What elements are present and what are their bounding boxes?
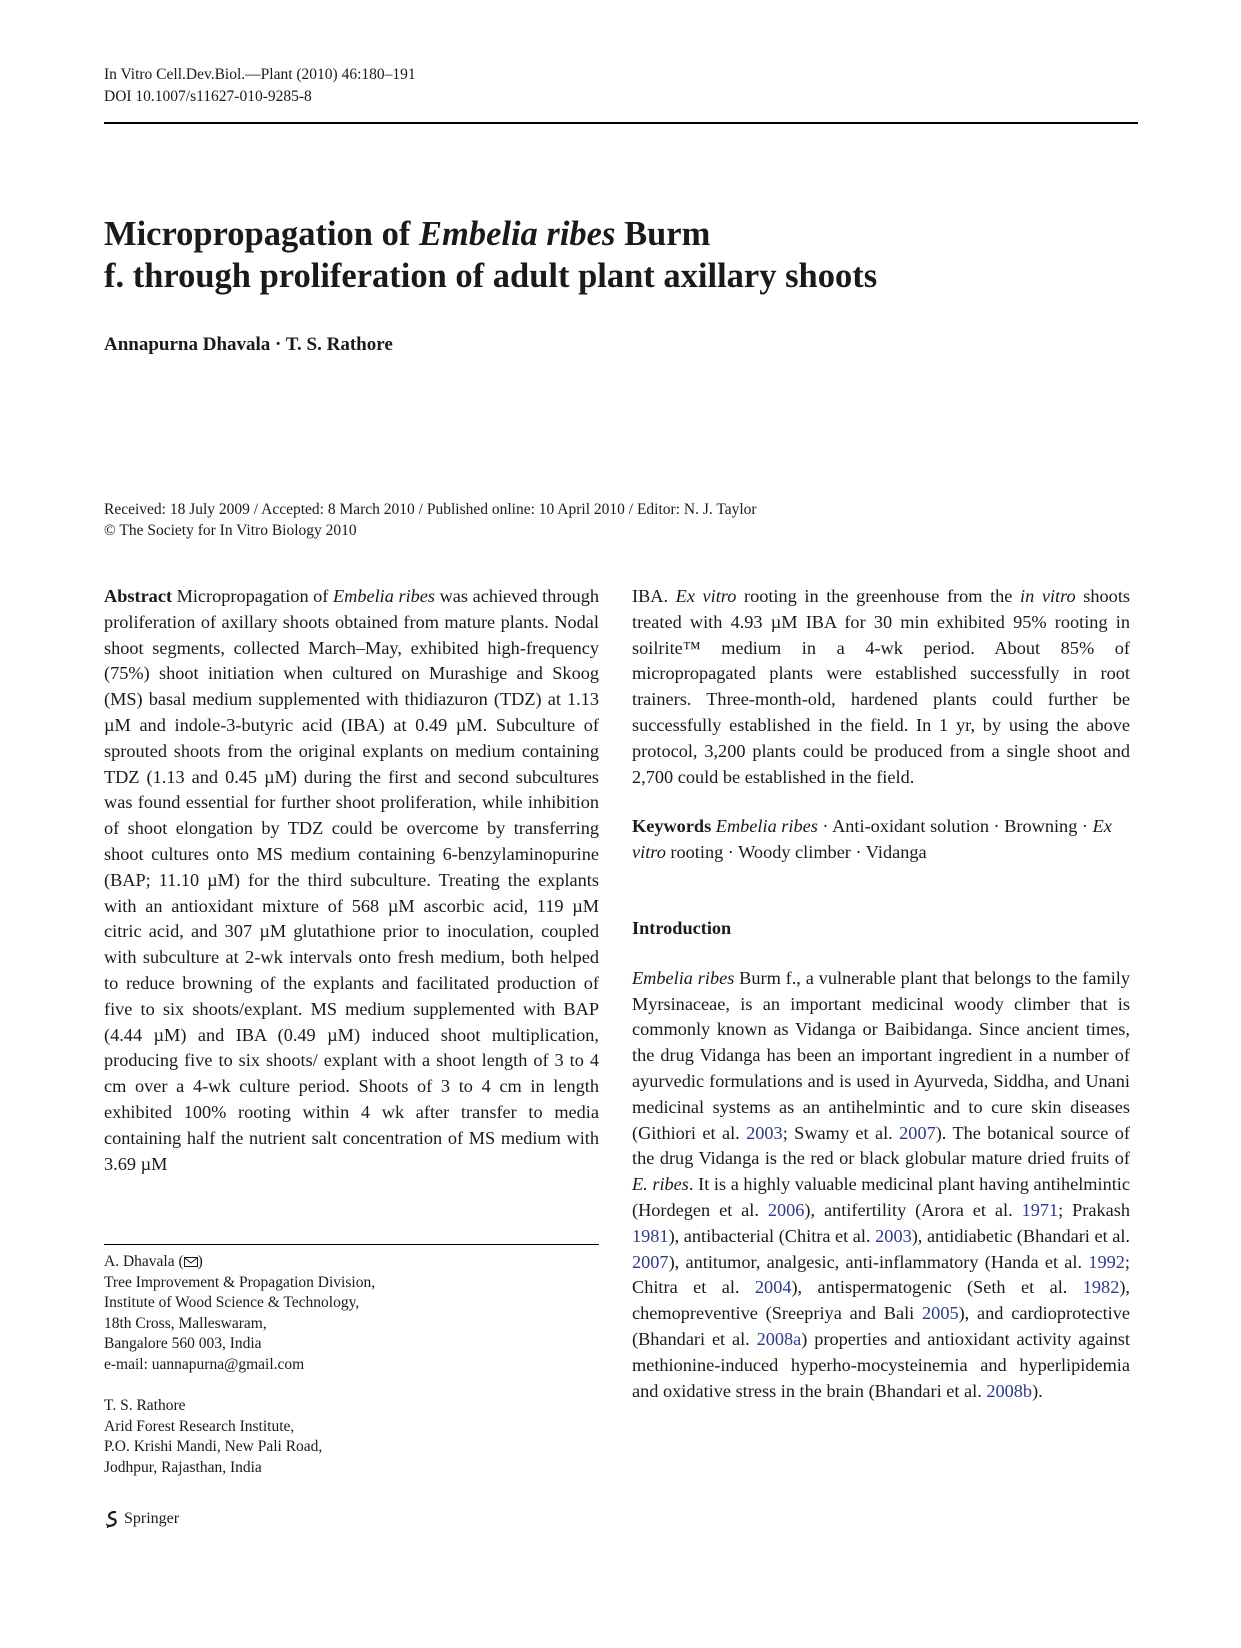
- author-list: Annapurna Dhavala · T. S. Rathore: [104, 334, 393, 355]
- citation-link[interactable]: 2003: [746, 1122, 783, 1143]
- citation-link[interactable]: 2007: [632, 1251, 669, 1272]
- journal-header: [104, 64, 416, 108]
- title-species: Embelia ribes: [418, 215, 616, 253]
- citation-link[interactable]: 2003: [875, 1225, 912, 1246]
- publisher-footer: [104, 1510, 179, 1528]
- citation-link[interactable]: 2008a: [756, 1328, 802, 1349]
- abstract-label: Abstract: [104, 586, 173, 606]
- citation-link[interactable]: 1971: [1021, 1199, 1059, 1220]
- envelope-icon: [184, 1257, 198, 1267]
- article-title: Micropropagation of Embelia ribes Burm f. through proliferation of adult plant axillary shoots: [104, 215, 878, 295]
- abstract-left-column: [104, 584, 599, 1177]
- citation-link[interactable]: 2006: [767, 1199, 805, 1220]
- history-line: Received: 18 July 2009 / Accepted: 8 March 2010 / Published online: 10 April 2010 / Editor: N. J. Taylor: [104, 501, 757, 518]
- affiliation-dhavala: A. Dhavala ( ) Tree Improvement & Propagation Division, Institute of Wood Science & Technology, 18th Cross, Malleswaram, Bangalore 560 003, India e-mail: uannapurna@gmail.com: [104, 1252, 375, 1375]
- citation-link[interactable]: 2008b: [986, 1380, 1033, 1401]
- introduction-heading: Introduction: [632, 917, 732, 938]
- abstract-continuation: IBA. Ex vitro rooting in the greenhouse from the in vitro shoots treated with 4.93 µM IBA for 30 min exhibited 95% rooting in soilrite™ medium in a 4-wk period. About 85% of micropropagated plants were established successfully in root trainers. Three-month-old, hardened plants could further be successfully established in the field. In 1 yr, by using the above protocol, 3,200 plants could be produced from a single shoot and 2,700 could be established in the field.: [632, 586, 1131, 787]
- citation-link[interactable]: 2004: [754, 1277, 792, 1298]
- journal-doi: DOI 10.1007/s11627-010-9285-8: [104, 88, 312, 105]
- right-column: [632, 584, 1130, 1404]
- footnote-rule: [104, 1244, 599, 1245]
- citation-link[interactable]: 1982: [1082, 1277, 1120, 1298]
- affiliation-rathore: T. S. Rathore Arid Forest Research Institute, P.O. Krishi Mandi, New Pali Road, Jodhpur, Rajasthan, India: [104, 1397, 323, 1476]
- copyright-line: © The Society for In Vitro Biology 2010: [104, 522, 357, 539]
- citation-link[interactable]: 1981: [632, 1225, 669, 1246]
- keywords-label: Keywords: [632, 816, 712, 837]
- springer-logo-icon: [104, 1510, 120, 1528]
- header-rule: [104, 122, 1138, 124]
- abstract-paragraph: Abstract Micropropagation of Embelia ribes was achieved through proliferation of axillary shoots obtained from mature plants. Nodal shoot segments, collected March–May, exhibited high-frequency (75%) shoot initiation when cultured on Murashige and Skoog (MS) basal medium supplemented with thidiazuron (TDZ) at 1.13 µM and indole-3-butyric acid (IBA) at 0.49 µM. Subculture of sprouted shoots from the original explants on medium containing TDZ (1.13 and 0.45 µM) during the first and second subcultures was found essential for further shoot proliferation, while inhibition of shoot elongation by TDZ could be overcome by transferring shoot cultures onto MS medium containing 6-benzylaminopurine (BAP; 11.10 µM) for the third subculture. Treating the explants with an antioxidant mixture of 568 µM ascorbic acid, 119 µM citric acid, and 307 µM glutathione prior to inoculation, coupled with subculture at 2-wk intervals onto fresh medium, both helped to reduce browning of the explants and facilitated production of five to six shoots/explant. MS medium supplemented with BAP (4.44 µM) and IBA (0.49 µM) induced shoot multiplication, producing five to six shoots/ explant with a shoot length of 3 to 4 cm over a 4-wk culture period. Shoots of 3 to 4 cm in length exhibited 100% rooting within 4 wk after transfer to media containing half the nutrient salt concentration of MS medium with 3.69 µM: [104, 586, 600, 1174]
- journal-citation: In Vitro Cell.Dev.Biol.—Plant (2010) 46:180–191: [104, 66, 416, 83]
- introduction-paragraph: Embelia ribes Burm f., a vulnerable plant that belongs to the family Myrsinaceae, is an important medicinal woody climber that is commonly known as Vidanga or Baibidanga. Since ancient times, the drug Vidanga has been an important ingredient in a number of ayurvedic formulations and is used in Ayurveda, Siddha, and Unani medicinal systems as an antihelmintic and to cure skin diseases (Githiori et al. 2003; Swamy et al. 2007). The botanical source of the drug Vidanga is the red or black globular mature dried fruits of E. ribes. It is a highly valuable medicinal plant having antihelmintic (Hordegen et al. 2006), antifertility (Arora et al. 1971; Prakash 1981), antibacterial (Chitra et al. 2003), antidiabetic (Bhandari et al. 2007), antitumor, analgesic, anti-inflammatory (Handa et al. 1992; Chitra et al. 2004), antispermatogenic (Seth et al. 1982), chemopreventive (Sreepriya and Bali 2005), and cardioprotective (Bhandari et al. 2008a) properties and antioxidant activity against methionine-induced hyperho-mocysteinemia and hyperlipidemia and oxidative stress in the brain (Bhandari et al. 2008b).: [632, 967, 1130, 1401]
- citation-link[interactable]: 2007: [899, 1122, 936, 1143]
- citation-link[interactable]: 1992: [1088, 1251, 1125, 1272]
- publication-dates: [104, 499, 757, 541]
- publisher-name: Springer: [124, 1510, 180, 1527]
- keywords: Keywords Embelia ribes · Anti-oxidant solution · Browning · Ex vitro rooting · Woody climber · Vidanga: [632, 816, 1112, 863]
- citation-link[interactable]: 2005: [922, 1303, 959, 1324]
- author-email[interactable]: e-mail: uannapurna@gmail.com: [104, 1355, 305, 1373]
